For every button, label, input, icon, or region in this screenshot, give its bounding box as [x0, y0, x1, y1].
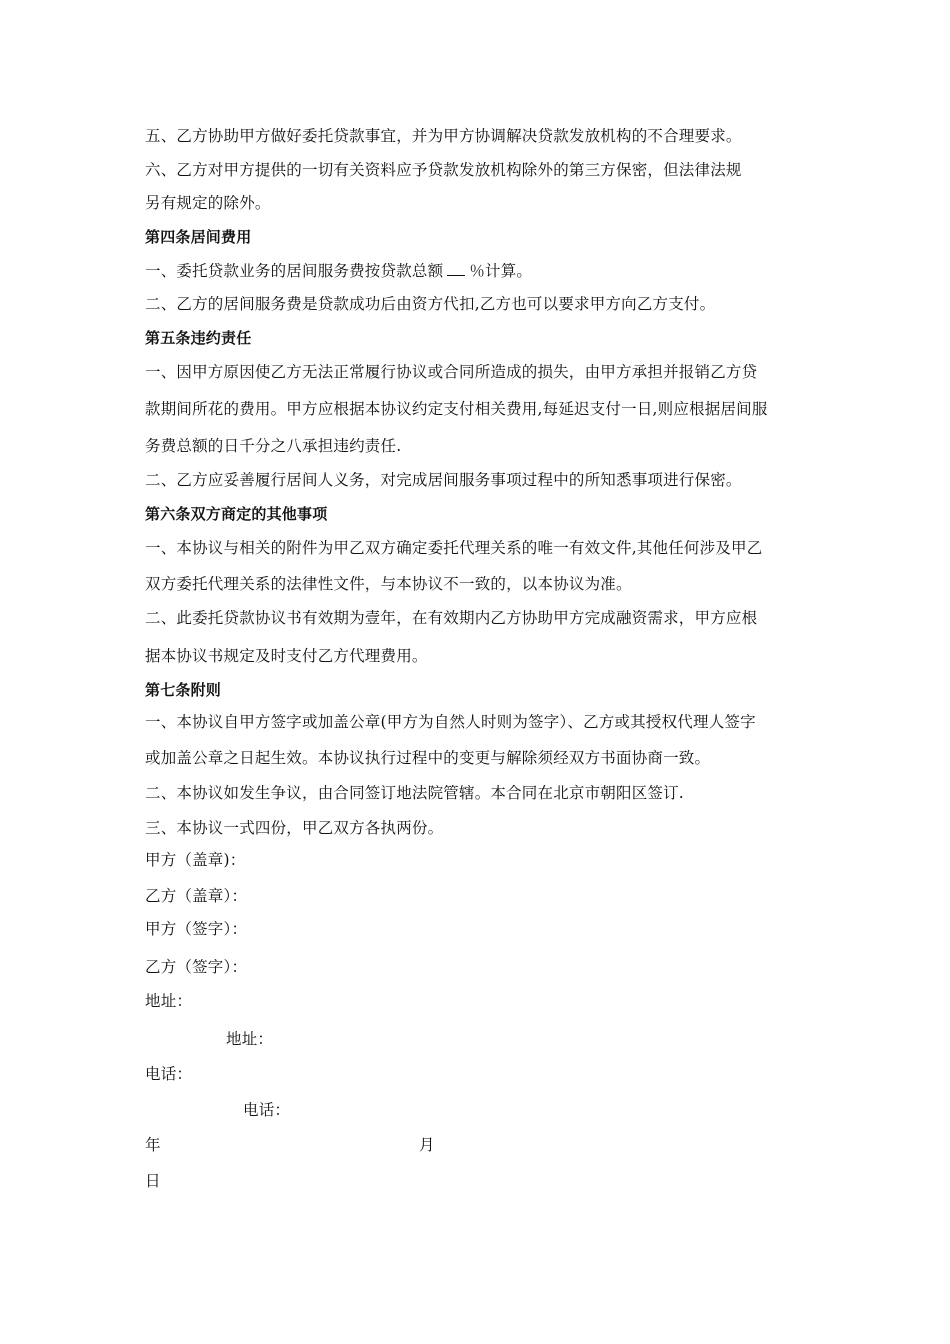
address-b-label: 地址：	[226, 1030, 274, 1048]
article3-item5: 五、乙方协助甲方做好委托贷款事宜，并为甲方协调解决贷款发放机构的不合理要求。	[145, 127, 742, 145]
address-a-label: 地址：	[145, 992, 193, 1010]
article3-item6-line2: 另有规定的除外。	[145, 194, 271, 212]
article4-heading: 第四条居间费用	[145, 228, 252, 246]
article5-item1-line1: 一、因甲方原因使乙方无法正常履行协议或合同所造成的损失，由甲方承担并报销乙方贷	[145, 363, 758, 381]
article5-item1-line3: 务费总额的日千分之八承担违约责任.	[145, 437, 402, 455]
article4-item2: 二、乙方的居间服务费是贷款成功后由资方代扣,乙方也可以要求甲方向乙方支付。	[145, 295, 716, 313]
article7-item1-line2: 或加盖公章之日起生效。本协议执行过程中的变更与解除须经双方书面协商一致。	[145, 749, 711, 767]
article5-heading: 第五条违约责任	[145, 329, 252, 347]
article6-item2-line1: 二、此委托贷款协议书有效期为壹年，在有效期内乙方协助甲方完成融资需求，甲方应根	[145, 609, 758, 627]
party-b-seal-label: 乙方（盖章）：	[145, 887, 248, 905]
article6-item2-line2: 据本协议书规定及时支付乙方代理费用。	[145, 647, 428, 665]
phone-a-label: 电话：	[145, 1065, 193, 1083]
date-day-label: 日	[145, 1172, 161, 1190]
party-a-seal-label: 甲方（盖章)：	[145, 851, 246, 869]
article6-heading: 第六条双方商定的其他事项	[145, 505, 328, 523]
article7-item1-line1: 一、本协议自甲方签字或加盖公章(甲方为自然人时则为签字）、乙方或其授权代理人签字	[145, 713, 756, 731]
article3-item6-line1: 六、乙方对甲方提供的一切有关资料应予贷款发放机构除外的第三方保密，但法律法规	[145, 161, 742, 179]
party-a-sign-label: 甲方（签字）：	[145, 920, 248, 938]
article7-heading: 第七条附则	[145, 681, 222, 699]
article5-item1-line2: 款期间所花的费用。甲方应根据本协议约定支付相关费用,每延迟支付一日,则应根据居间服	[145, 400, 768, 418]
fee-percentage-blank	[447, 261, 465, 276]
article6-item1-line2: 双方委托代理关系的法律性文件，与本协议不一致的，以本协议为准。	[145, 575, 632, 593]
article4-item1-text-after: ％计算。	[469, 262, 533, 280]
article4-item1	[145, 261, 532, 281]
article6-item1-line1: 一、本协议与相关的附件为甲乙双方确定委托代理关系的唯一有效文件,其他任何涉及甲乙	[145, 539, 763, 557]
article5-item2: 二、乙方应妥善履行居间人义务，对完成居间服务事项过程中的所知悉事项进行保密。	[145, 471, 742, 489]
article7-item3: 三、本协议一式四份，甲乙双方各执两份。	[145, 819, 444, 837]
article7-item2: 二、本协议如发生争议，由合同签订地法院管辖。本合同在北京市朝阳区签订.	[145, 784, 684, 802]
date-month-label: 月	[419, 1136, 435, 1154]
date-year-label: 年	[145, 1136, 161, 1154]
phone-b-label: 电话：	[243, 1101, 291, 1119]
party-b-sign-label: 乙方（签字）：	[145, 958, 248, 976]
article4-item1-text-before: 一、委托贷款业务的居间服务费按贷款总额	[145, 262, 444, 280]
